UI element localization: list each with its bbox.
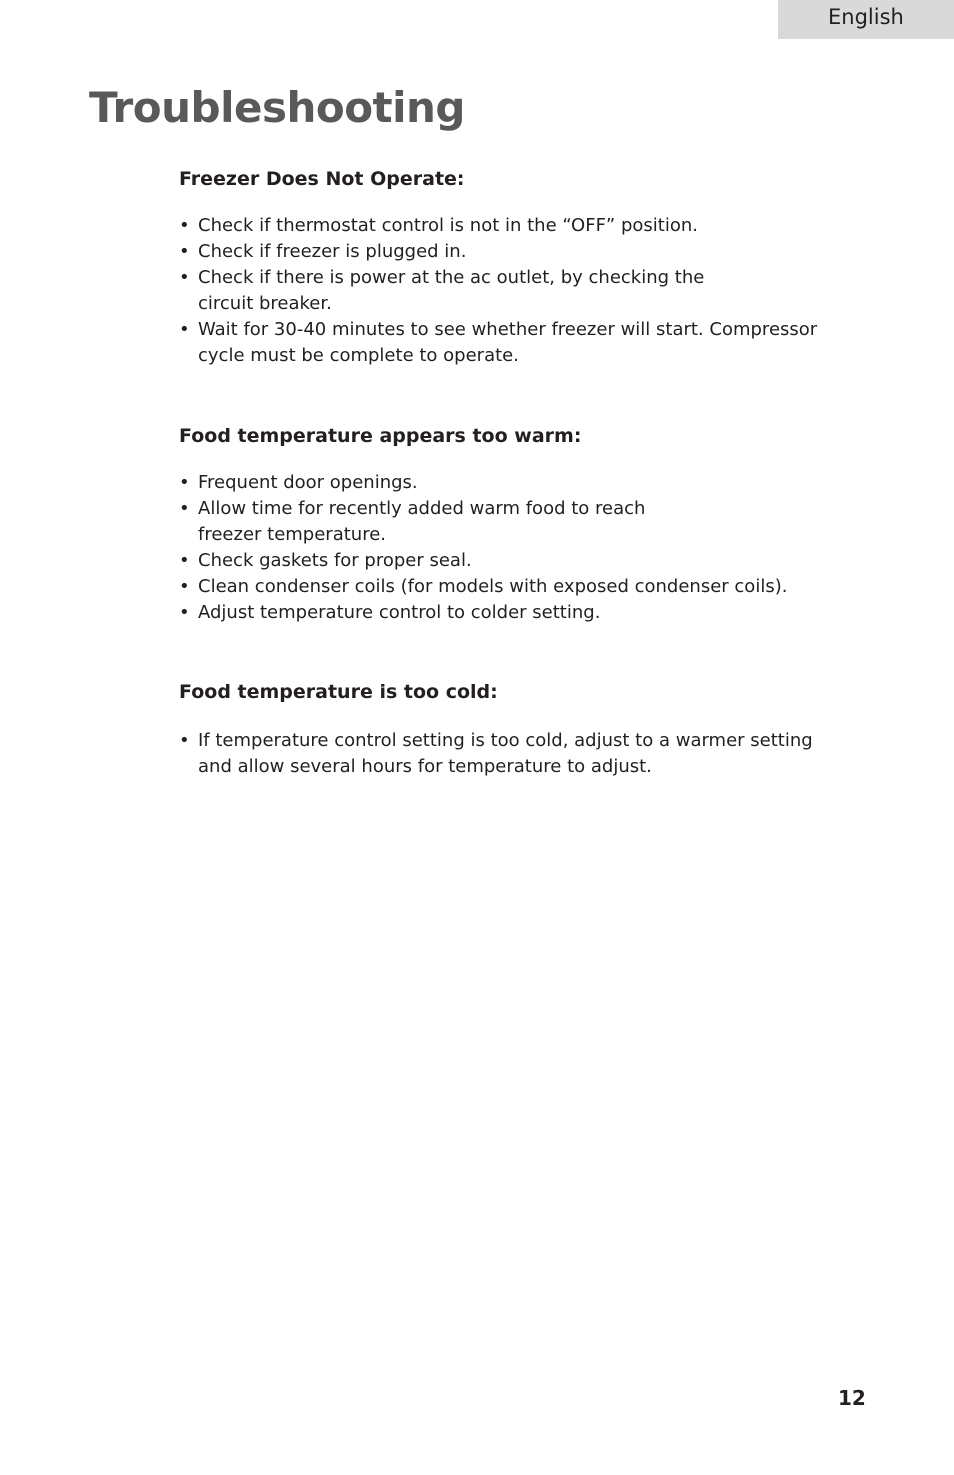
list-item-text: Check gaskets for proper seal.	[198, 550, 472, 571]
list-item	[179, 600, 879, 626]
bullet-glyph: •	[179, 319, 190, 340]
list-item-text: Wait for 30-40 minutes to see whether freezer will start. Compressor cycle must be complete to operate.	[198, 319, 818, 366]
list-item	[179, 470, 879, 496]
page-number: 12	[838, 1386, 866, 1410]
list-item-text: Clean condenser coils (for models with exposed condenser coils).	[198, 576, 788, 597]
section-food-too-cold	[179, 679, 879, 780]
list-item	[179, 548, 879, 574]
bullet-list	[179, 728, 879, 780]
list-item-text: Adjust temperature control to colder setting.	[198, 602, 601, 623]
page-title: Troubleshooting	[89, 83, 465, 132]
bullet-glyph: •	[179, 730, 190, 751]
section-freezer-does-not-operate	[179, 166, 879, 369]
list-item-text: Frequent door openings.	[198, 472, 418, 493]
bullet-glyph: •	[179, 498, 190, 519]
list-item-text: Check if freezer is plugged in.	[198, 241, 467, 262]
language-tab[interactable]: English	[778, 0, 954, 39]
section-heading: Food temperature is too cold:	[179, 681, 498, 703]
list-item	[179, 317, 879, 369]
bullet-glyph: •	[179, 472, 190, 493]
list-item-text: If temperature control setting is too cold, adjust to a warmer setting and allow several hours for temperature to adjust.	[198, 730, 813, 777]
bullet-glyph: •	[179, 267, 190, 288]
section-heading: Freezer Does Not Operate:	[179, 168, 465, 190]
list-item-text: Allow time for recently added warm food to reach freezer temperature.	[198, 498, 646, 545]
bullet-glyph: •	[179, 241, 190, 262]
list-item	[179, 265, 879, 317]
bullet-list	[179, 470, 879, 626]
section-food-too-warm	[179, 423, 879, 626]
list-item	[179, 213, 879, 239]
bullet-glyph: •	[179, 215, 190, 236]
list-item	[179, 574, 879, 600]
bullet-list	[179, 213, 879, 369]
list-item	[179, 239, 879, 265]
bullet-glyph: •	[179, 550, 190, 571]
list-item	[179, 496, 879, 548]
section-heading: Food temperature appears too warm:	[179, 425, 582, 447]
list-item-text: Check if there is power at the ac outlet, by checking the circuit breaker.	[198, 267, 705, 314]
bullet-glyph: •	[179, 602, 190, 623]
list-item-text: Check if thermostat control is not in the “OFF” position.	[198, 215, 699, 236]
bullet-glyph: •	[179, 576, 190, 597]
list-item	[179, 728, 879, 780]
